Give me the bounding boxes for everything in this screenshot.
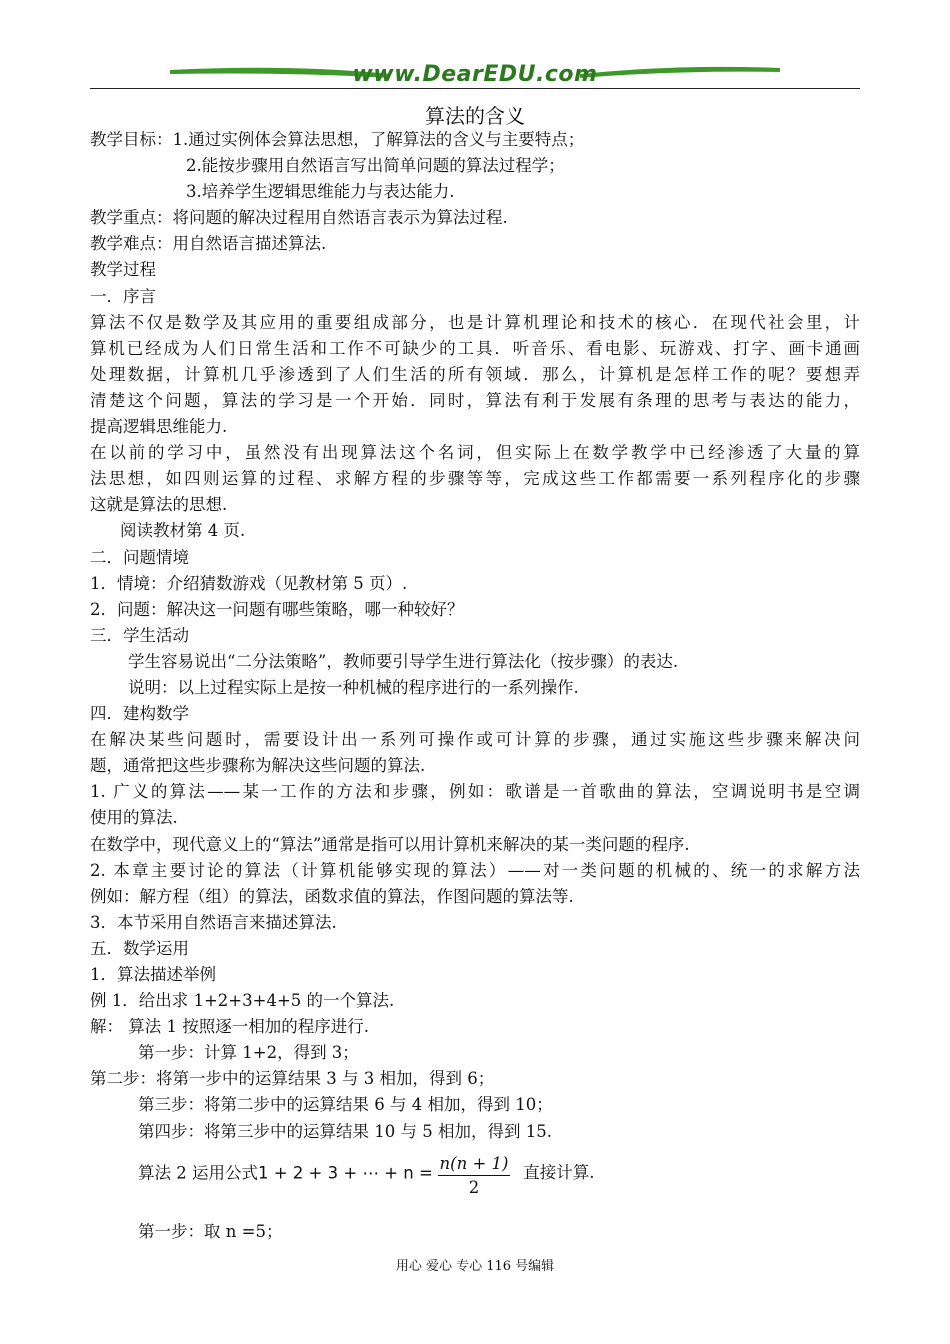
text-line: 提高逻辑思维能力. — [90, 417, 228, 437]
text-line: 法思想，如四则运算的过程、求解方程的步骤等等，完成这些工作都需要一系列程序化的步骤 — [90, 469, 860, 489]
section-heading: 一．序言 — [90, 286, 156, 306]
text-line: 教学重点：将问题的解决过程用自然语言表示为算法过程. — [90, 208, 508, 228]
header-rule — [90, 88, 860, 89]
formula-suffix: 直接计算. — [523, 1163, 595, 1183]
text-line: 解： 算法 1 按照逐一相加的程序进行. — [90, 1017, 369, 1037]
text-line: 1．算法描述举例 — [90, 965, 216, 984]
text-line: 算机已经成为人们日常生活和工作不可缺少的工具．听音乐、看电影、玩游戏、打字、画卡通画 — [90, 338, 860, 358]
text-line: 第一步：取 n =5； — [138, 1221, 283, 1241]
text-line: 学生容易说出“二分法策略”，教师要引导学生进行算法化（按步骤）的表达. — [128, 651, 679, 671]
text-line: 2．问题：解决这一问题有哪些策略，哪一种较好？ — [90, 599, 464, 619]
formula-lhs: 1 + 2 + 3 + ⋯ + n = — [258, 1163, 433, 1183]
section-heading: 五．数学运用 — [90, 938, 189, 958]
text-line: 在数学中，现代意义上的“算法”通常是指可以用计算机来解决的某一类问题的程序. — [90, 834, 690, 854]
text-line: 说明：以上过程实际上是按一种机械的程序进行的一系列操作. — [128, 677, 579, 697]
text-line: 1. 广义的算法——某一工作的方法和步骤，例如：歌谱是一首歌曲的算法，空调说明书是空调 — [90, 782, 860, 802]
text-line: 处理数据，计算机几乎渗透到了人们生活的所有领域．那么，计算机是怎样工作的呢？要想弄 — [90, 364, 860, 384]
fraction-denominator: 2 — [468, 1177, 480, 1197]
text-line: 第一步：计算 1+2，得到 3； — [138, 1043, 359, 1063]
text-line: 2.能按步骤用自然语言写出简单问题的算法过程学； — [186, 156, 565, 176]
fraction — [438, 1151, 510, 1197]
text-line: 阅读教材第 4 页. — [120, 521, 246, 541]
text-line: 在以前的学习中，虽然没有出现算法这个名词，但实际上在数学教学中已经渗透了大量的算 — [90, 443, 860, 463]
text-line: 教学目标：1.通过实例体会算法思想，了解算法的含义与主要特点； — [90, 130, 585, 149]
site-logo-text[interactable]: www.DearEDU.com — [352, 62, 598, 87]
section-heading: 四．建构数学 — [90, 704, 189, 724]
text-line: 例 1．给出求 1+2+3+4+5 的一个算法. — [90, 991, 395, 1011]
text-line: 教学难点：用自然语言描述算法. — [90, 234, 327, 254]
text-line: 第二步：将第一步中的运算结果 3 与 3 相加，得到 6； — [90, 1069, 495, 1089]
formula-prefix: 算法 2 运用公式 — [138, 1163, 258, 1183]
page-title: 算法的含义 — [425, 104, 525, 128]
text-line: 在解决某些问题时，需要设计出一系列可操作或可计算的步骤，通过实施这些步骤来解决问 — [90, 730, 860, 750]
text-line: 算法不仅是数学及其应用的重要组成部分，也是计算机理论和技术的核心．在现代社会里，计 — [90, 312, 860, 332]
document-body — [90, 127, 860, 1245]
fraction-numerator: n(n + 1) — [439, 1153, 509, 1173]
text-line: 清楚这个问题，算法的学习是一个开始．同时，算法有利于发展有条理的思考与表达的能力， — [90, 390, 860, 410]
text-line: 3．本节采用自然语言来描述算法. — [90, 912, 337, 932]
text-line: 使用的算法. — [90, 808, 178, 828]
text-line: 第四步：将第三步中的运算结果 10 与 5 相加，得到 15. — [138, 1121, 552, 1141]
text-line: 1．情境：介绍猜数游戏（见教材第 5 页）. — [90, 573, 408, 593]
site-header — [90, 60, 860, 90]
text-line: 第三步：将第二步中的运算结果 6 与 4 相加，得到 10； — [138, 1095, 553, 1115]
formula-line — [90, 1145, 860, 1203]
text-line: 例如：解方程（组）的算法，函数求值的算法，作图问题的算法等. — [90, 886, 574, 906]
text-line: 题，通常把这些步骤称为解决这些问题的算法. — [90, 756, 426, 776]
text-line: 3.培养学生逻辑思维能力与表达能力. — [186, 182, 455, 202]
text-line: 2. 本章主要讨论的算法（计算机能够实现的算法）——对一类问题的机械的、统一的求解方法 — [90, 860, 860, 880]
text-line: 这就是算法的思想. — [90, 495, 228, 515]
page-footer: 用心 爱心 专心 116 号编辑 — [395, 1259, 555, 1274]
section-heading: 三．学生活动 — [90, 625, 189, 645]
section-heading: 教学过程 — [90, 260, 156, 280]
section-heading: 二．问题情境 — [90, 547, 189, 567]
